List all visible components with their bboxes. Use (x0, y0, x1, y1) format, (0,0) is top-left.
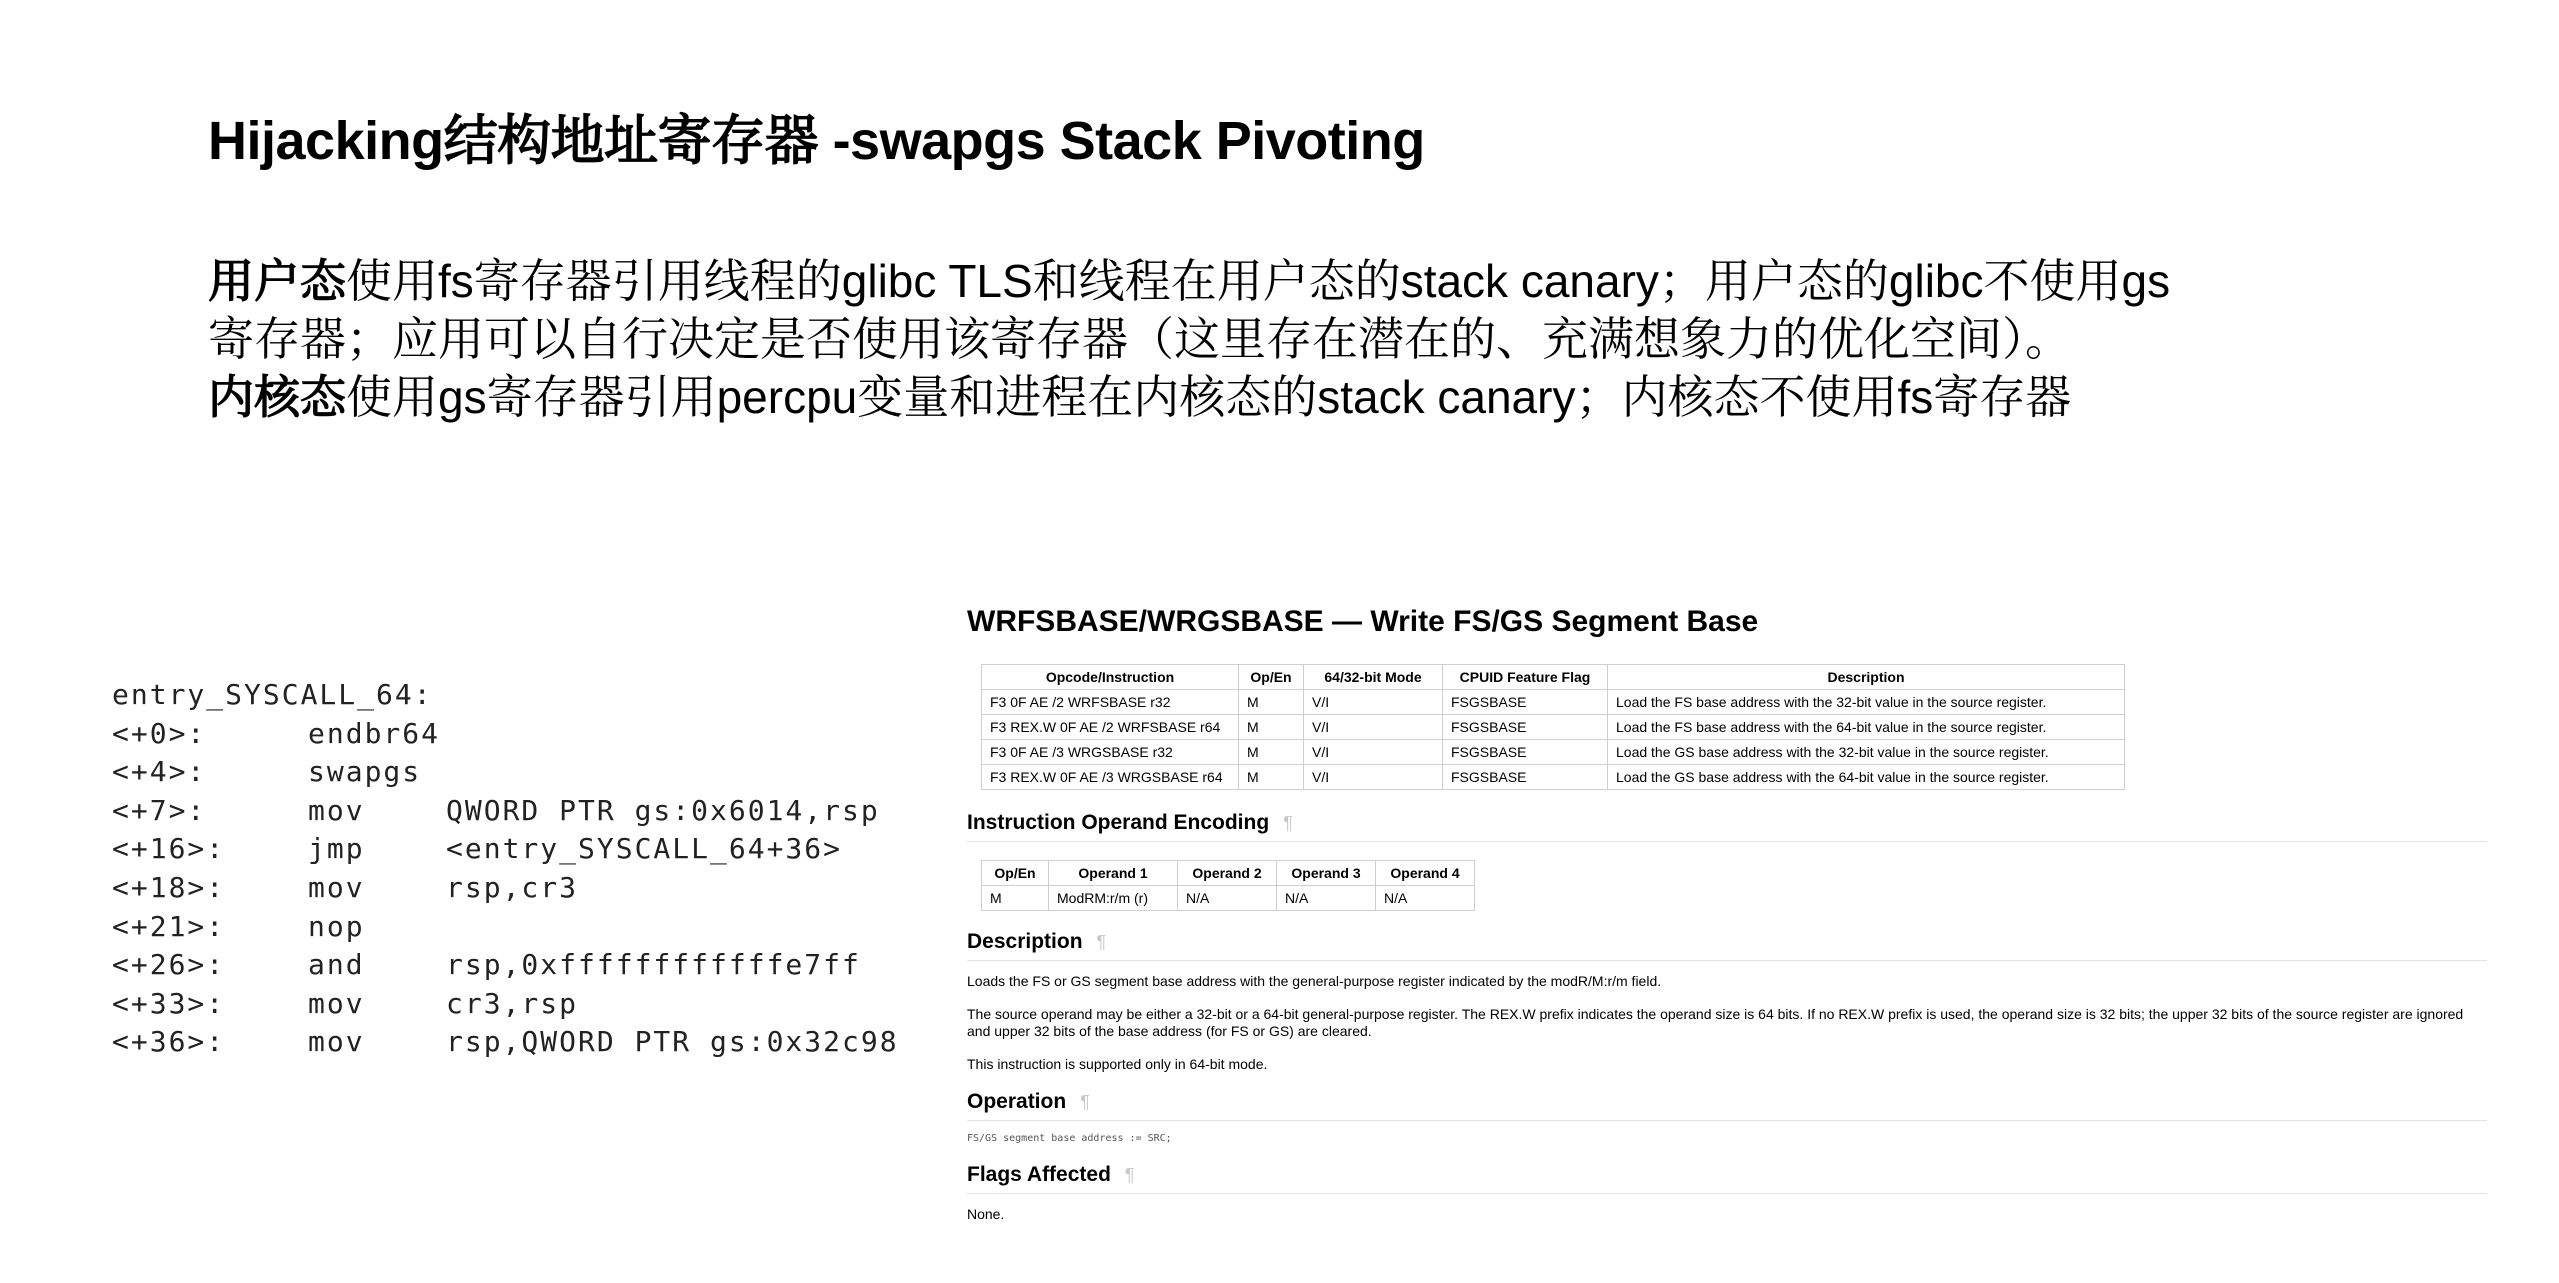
section-heading-encoding: Instruction Operand Encoding ¶ (967, 808, 2487, 842)
table-row: F3 REX.W 0F AE /2 WRFSBASE r64 M V/I FSGSBASE Load the FS base address with the 64-bit value in the source register. (982, 715, 2125, 740)
operation-code: FS/GS segment base address := SRC; (967, 1133, 1172, 1144)
asm-row: <+33>: mov cr3,rsp (112, 986, 579, 1020)
pilcrow-icon: ¶ (1124, 1165, 1135, 1185)
section-heading-operation: Operation ¶ (967, 1087, 2487, 1121)
table-row: F3 0F AE /3 WRGSBASE r32 M V/I FSGSBASE Load the GS base address with the 32-bit value in the source register. (982, 740, 2125, 765)
table-row: F3 0F AE /2 WRFSBASE r32 M V/I FSGSBASE Load the FS base address with the 32-bit value in the source register. (982, 690, 2125, 715)
table-row: M ModRM:r/m (r) N/A N/A N/A (982, 886, 1475, 911)
flags-text: None. (967, 1206, 1005, 1222)
slide-title: Hijacking结构地址寄存器 -swapgs Stack Pivoting (208, 111, 1425, 171)
description-text: This instruction is supported only in 64-bit mode. (967, 1056, 1268, 1072)
asm-row: <+21>: nop (112, 909, 365, 943)
instruction-reference (967, 600, 2487, 1223)
asm-row: <+18>: mov rsp,cr3 (112, 870, 579, 904)
asm-row: <+26>: and rsp,0xffffffffffffe7ff (112, 948, 861, 982)
pilcrow-icon: ¶ (1096, 932, 1107, 952)
intro-paragraph (208, 252, 2208, 426)
operand-encoding-table: Op/En Operand 1 Operand 2 Operand 3 Operand 4 M ModRM:r/m (r) N/A N/A N/A (981, 860, 1475, 911)
pilcrow-icon: ¶ (1283, 813, 1293, 833)
section-heading-description: Description ¶ (967, 927, 2487, 961)
asm-row: <+16>: jmp <entry_SYSCALL_64+36> (112, 832, 843, 866)
asm-row: <+36>: mov rsp,QWORD PTR gs:0x32c98 (112, 1025, 899, 1059)
reference-heading: WRFSBASE/WRGSBASE — Write FS/GS Segment Base (967, 605, 1759, 638)
opcode-table: Opcode/Instruction Op/En 64/32-bit Mode CPUID Feature Flag Description F3 0F AE /2 WRFSBASE r32 M V/I FSGSBASE Load the FS base address with the 32-bit value in the source register. F3 REX.W 0F AE /2 WRFSBASE r64 M V/I FSGSBASE Load the FS base address with the 64-bit value in the source register. F3 0F AE /3 WRGSBASE r32 M V/I FSGSBASE Load the GS base address with the 32-bit value in the source register. F3 REX.W 0F AE /3 WRGSBASE r64 M V/I FSGSBASE Load the GS base address with the 64-bit value in the source register. (981, 664, 2125, 790)
section-heading-flags: Flags Affected ¶ (967, 1160, 2487, 1194)
pilcrow-icon: ¶ (1080, 1092, 1090, 1112)
description-text: Loads the FS or GS segment base address with the general-purpose register indicated by the modR/M:r/m field. (967, 973, 1662, 989)
user-mode-label: 用户态 (208, 255, 346, 307)
assembly-listing (112, 676, 899, 1062)
user-mode-text: 使用fs寄存器引用线程的glibc TLS和线程在用户态的stack canary；用户态的glibc不使用gs寄存器；应用可以自行决定是否使用该寄存器（这里存在潜在的、充满想象力的优化空间）。 (208, 255, 2171, 365)
table-row: F3 REX.W 0F AE /3 WRGSBASE r64 M V/I FSGSBASE Load the GS base address with the 64-bit value in the source register. (982, 765, 2125, 790)
asm-label: entry_SYSCALL_64: (112, 678, 433, 711)
kernel-mode-text: 使用gs寄存器引用percpu变量和进程在内核态的stack canary；内核态不使用fs寄存器 (346, 371, 2072, 423)
asm-row: <+7>: mov QWORD PTR gs:0x6014,rsp (112, 793, 880, 827)
asm-row: <+4>: swapgs (112, 755, 422, 789)
kernel-mode-label: 内核态 (208, 371, 346, 423)
asm-row: <+0>: endbr64 (112, 716, 441, 750)
description-text: The source operand may be either a 32-bit or a 64-bit general-purpose register. The REX.W prefix indicates the operand size is 64 bits. If no REX.W prefix is used, the operand size is 32 bits; the upper 32 bits of the source register are ignored and upper 32 bits of the base address (for FS or GS) are cleared. (967, 1006, 2464, 1039)
